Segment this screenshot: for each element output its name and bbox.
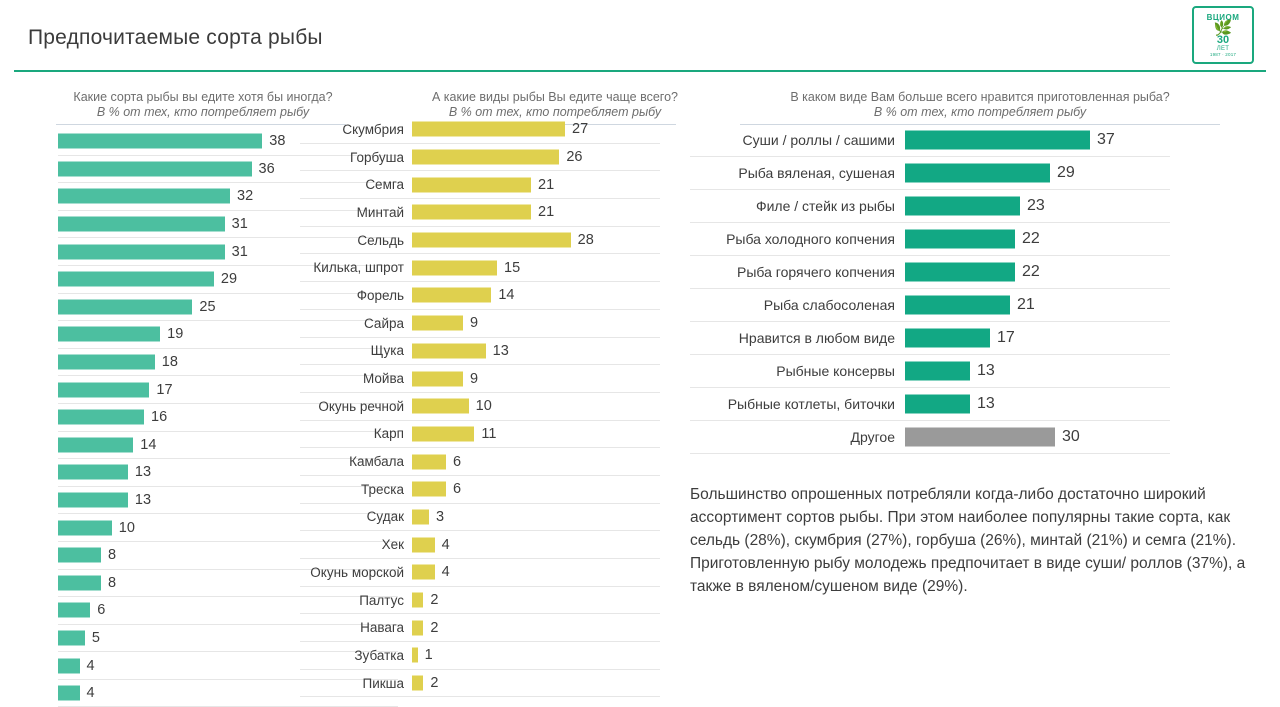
bar-label: Другое	[850, 429, 895, 445]
bar-track	[905, 190, 1165, 222]
bar-value: 23	[1027, 197, 1045, 214]
bar-track	[905, 289, 1165, 321]
chart-row	[300, 254, 660, 282]
bar-value: 26	[566, 149, 583, 166]
bar-value: 4	[86, 685, 95, 702]
bar-value: 32	[237, 188, 254, 205]
bar-value: 10	[475, 398, 492, 415]
bar-track	[412, 199, 657, 226]
chart-row	[300, 310, 660, 338]
chart-row	[690, 421, 1170, 454]
bar-value: 6	[97, 602, 106, 619]
bar-track	[412, 171, 657, 198]
bar-label: Филе / стейк из рыбы	[755, 198, 895, 214]
question-1-subtitle: В % от тех, кто потребляет рыбу	[96, 105, 310, 119]
logo-anniversary: 30	[1216, 34, 1230, 46]
bar	[412, 509, 429, 524]
bar-value: 6	[453, 453, 462, 470]
bar-label: Навага	[360, 620, 404, 636]
bar-value: 2	[430, 619, 439, 636]
title-divider	[14, 70, 1266, 72]
bar-track	[412, 670, 657, 697]
bar-label: Горбуша	[350, 149, 404, 165]
bar-label: Рыба холодного копчения	[726, 231, 895, 247]
bar-label: Треска	[361, 481, 404, 497]
bar-value: 4	[441, 536, 450, 553]
bar-value: 22	[1022, 263, 1040, 280]
bar	[58, 382, 149, 397]
chart-row	[300, 144, 660, 172]
bar	[412, 537, 435, 552]
bar	[412, 122, 565, 137]
logo-brand: ВЦИОМ	[1206, 13, 1240, 22]
bar-value: 13	[977, 395, 995, 412]
chart-row	[690, 388, 1170, 421]
bar-track	[412, 282, 657, 309]
bar	[58, 658, 80, 673]
bar-track	[412, 642, 657, 669]
bar	[58, 217, 225, 232]
bar-track	[412, 504, 657, 531]
chart-row	[300, 504, 660, 532]
bar-value: 3	[436, 508, 445, 525]
bar-value: 6	[453, 481, 462, 498]
bar-label: Камбала	[349, 454, 404, 470]
bar-track	[412, 559, 657, 586]
bar-track	[412, 310, 657, 337]
bar	[412, 260, 497, 275]
bar	[58, 299, 192, 314]
bar-label: Судак	[366, 509, 404, 525]
question-2-subtitle: В % от тех, кто потребляет рыбу	[448, 105, 662, 119]
bar-value: 13	[977, 362, 995, 379]
bar-label: Хек	[381, 537, 404, 553]
page-title: Предпочитаемые сорта рыбы	[28, 26, 323, 49]
bar-value: 36	[258, 160, 275, 177]
bar-value: 22	[1022, 230, 1040, 247]
question-3-text: В каком виде Вам больше всего нравится приготовленная рыба?	[790, 90, 1170, 104]
bar	[905, 131, 1090, 150]
chart-row	[300, 393, 660, 421]
bar-value: 13	[134, 464, 152, 481]
bar-value: 19	[167, 326, 184, 343]
bar-value: 2	[430, 675, 439, 692]
bar	[58, 465, 128, 480]
bar-value: 27	[572, 121, 589, 138]
chart-fish-most-often	[300, 116, 660, 697]
bar-value: 14	[140, 436, 157, 453]
bar-value: 1	[424, 647, 433, 664]
chart-row	[690, 322, 1170, 355]
bar-track	[905, 256, 1165, 288]
bar	[58, 134, 262, 149]
question-2-text: А какие виды рыбы Вы едите чаще всего?	[432, 90, 678, 104]
summary-note-line-1: Большинство опрошенных потребляли когда-либо достаточно широкий ассортимент сортов рыбы. При этом наиболее популярны такие сорта, как сельдь (28%), скумбрия (27%), горбуша (26%), минтай (21%) и семга (21%).	[690, 486, 1237, 549]
bar-label: Палтус	[359, 592, 404, 608]
bar-value: 4	[441, 564, 450, 581]
bar-value: 13	[134, 492, 152, 509]
bar	[58, 161, 252, 176]
bar-track	[905, 355, 1165, 387]
bar-track	[412, 338, 657, 365]
bar-value: 30	[1062, 428, 1080, 445]
bar-label: Рыба слабосоленая	[763, 297, 895, 313]
bar-value: 8	[108, 574, 117, 591]
bar	[412, 454, 446, 469]
bar	[905, 263, 1015, 282]
bar	[58, 410, 144, 425]
bar	[412, 288, 491, 303]
bar-value: 29	[1057, 164, 1075, 181]
chart-row	[300, 421, 660, 449]
chart-row	[300, 116, 660, 144]
bar-label: Окунь речной	[318, 398, 404, 414]
bar-value: 8	[108, 547, 117, 564]
chart-row	[690, 355, 1170, 388]
bar-value: 13	[492, 342, 509, 359]
bar-value: 21	[1017, 296, 1035, 313]
bar	[412, 205, 531, 220]
bar	[412, 482, 446, 497]
logo-dates: 1987 · 2017	[1209, 52, 1237, 57]
question-1	[48, 90, 358, 119]
bar	[58, 327, 160, 342]
bar	[58, 355, 155, 370]
bar-value: 11	[481, 425, 497, 442]
bar	[905, 296, 1010, 315]
bar	[412, 426, 474, 441]
question-3	[700, 90, 1260, 119]
bar-track	[412, 393, 657, 420]
chart-row	[690, 157, 1170, 190]
bar	[905, 164, 1050, 183]
bar	[412, 620, 423, 635]
bar-label: Минтай	[356, 204, 404, 220]
summary-note-line-2: Приготовленную рыбу молодежь предпочитает в виде суши/ роллов (37%), а также в вяленом/сушеном виде (29%).	[690, 555, 1246, 595]
bar-label: Рыбные котлеты, биточки	[727, 396, 895, 412]
question-2	[410, 90, 700, 119]
bar-label: Зубатка	[354, 647, 404, 663]
chart-row	[300, 670, 660, 698]
bar-label: Карп	[373, 426, 404, 442]
bar-value: 17	[156, 381, 173, 398]
bar-value: 31	[231, 216, 248, 233]
bar	[58, 630, 85, 645]
bar-label: Окунь морской	[310, 564, 404, 580]
bar	[905, 362, 970, 381]
bar	[58, 189, 230, 204]
bar-label: Пикша	[362, 675, 404, 691]
bar	[58, 437, 133, 452]
bar-label: Семга	[365, 177, 404, 193]
bar-label: Килька, шпрот	[313, 260, 404, 276]
bar-value: 14	[498, 287, 515, 304]
bar	[905, 197, 1020, 216]
bar-label: Сельдь	[357, 232, 404, 248]
bar-value: 16	[151, 409, 168, 426]
bar-value: 31	[231, 243, 248, 260]
chart-row	[300, 476, 660, 504]
chart-preferred-preparation	[690, 124, 1170, 454]
bar-value: 18	[161, 354, 178, 371]
bar-value: 29	[220, 271, 238, 288]
bar	[58, 244, 225, 259]
bar	[412, 150, 559, 165]
bar	[58, 686, 80, 701]
bar-value: 25	[199, 298, 216, 315]
chart-row	[300, 587, 660, 615]
bar-label: Рыбные консервы	[776, 363, 895, 379]
question-3-subtitle: В % от тех, кто потребляет рыбу	[873, 105, 1087, 119]
bar-label: Нравится в любом виде	[738, 330, 895, 346]
bar-track	[412, 227, 657, 254]
bar-value: 38	[269, 133, 286, 150]
bar	[412, 343, 486, 358]
leaf-icon: 🌿	[1213, 20, 1233, 37]
chart-row	[300, 559, 660, 587]
chart-row	[300, 338, 660, 366]
bar-track	[905, 223, 1165, 255]
bar-track	[412, 448, 657, 475]
bar	[58, 493, 128, 508]
bar-label: Скумбрия	[342, 121, 404, 137]
question-1-text: Какие сорта рыбы вы едите хотя бы иногда?	[73, 90, 333, 104]
chart-row	[690, 223, 1170, 256]
bar-label: Форель	[356, 287, 404, 303]
bar	[58, 520, 112, 535]
bar-label: Щука	[370, 343, 404, 359]
bar-track	[412, 421, 657, 448]
bar-track	[412, 531, 657, 558]
bar-label: Рыба вяленая, сушеная	[738, 165, 895, 181]
bar-track	[412, 365, 657, 392]
bar-track	[412, 144, 657, 171]
bar-value: 9	[470, 315, 479, 332]
bar-value: 9	[470, 370, 479, 387]
chart-row	[300, 282, 660, 310]
bar	[412, 177, 531, 192]
bar	[905, 395, 970, 414]
bar-value: 17	[997, 329, 1015, 346]
bar-label: Рыба горячего копчения	[737, 264, 895, 280]
bar	[905, 230, 1015, 249]
bar-track	[905, 124, 1165, 156]
bar-label: Сайра	[364, 315, 404, 331]
chart-row	[300, 531, 660, 559]
bar-value: 28	[577, 232, 594, 249]
bar	[58, 548, 101, 563]
bar-value: 5	[91, 629, 100, 646]
bar-track	[412, 476, 657, 503]
bar-track	[905, 322, 1165, 354]
bar-value: 21	[538, 204, 555, 221]
bar-track	[905, 388, 1165, 420]
bar	[58, 575, 101, 590]
bar-track	[905, 157, 1165, 189]
logo-years-label: ЛЕТ	[1216, 46, 1230, 52]
chart-row	[300, 614, 660, 642]
bar	[412, 565, 435, 580]
bar	[412, 676, 423, 691]
bar	[412, 316, 463, 331]
bar	[905, 428, 1055, 447]
bar	[412, 233, 571, 248]
bar-track	[412, 116, 657, 143]
bar	[412, 399, 469, 414]
bar	[58, 272, 214, 287]
bar-label: Мойва	[363, 371, 404, 387]
bar-value: 15	[504, 259, 521, 276]
bar	[58, 603, 90, 618]
bar-label: Суши / роллы / сашими	[742, 132, 895, 148]
chart-row	[690, 256, 1170, 289]
vciom-logo	[1192, 6, 1254, 64]
chart-row	[300, 171, 660, 199]
bar-track	[412, 614, 657, 641]
bar-track	[412, 587, 657, 614]
chart-row	[690, 289, 1170, 322]
bar-value: 10	[118, 519, 135, 536]
chart-row	[300, 365, 660, 393]
bar	[412, 371, 463, 386]
chart-row	[300, 227, 660, 255]
summary-note	[690, 483, 1265, 598]
chart-row	[300, 448, 660, 476]
bar-track	[905, 421, 1165, 453]
chart-row	[690, 124, 1170, 157]
bar	[412, 593, 423, 608]
chart-row	[690, 190, 1170, 223]
bar-track	[412, 254, 657, 281]
bar-value: 4	[86, 657, 95, 674]
bar-value: 37	[1097, 131, 1115, 148]
chart-row	[300, 199, 660, 227]
bar-value: 2	[430, 592, 439, 609]
chart-row	[300, 642, 660, 670]
bar	[905, 329, 990, 348]
bar-value: 21	[538, 176, 555, 193]
bar	[412, 648, 418, 663]
